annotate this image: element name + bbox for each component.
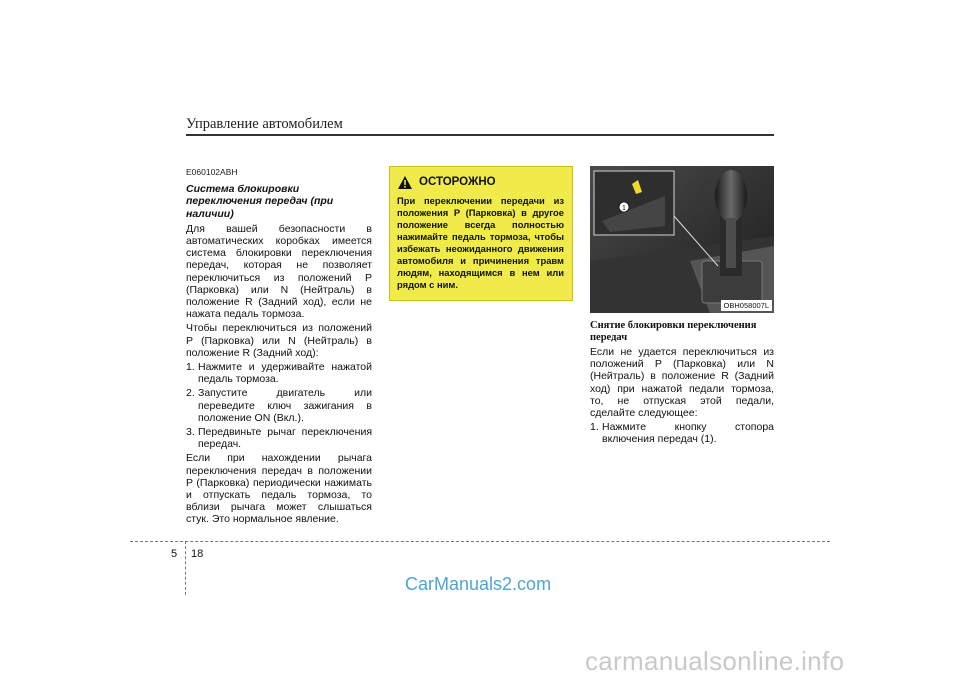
left-column (186, 166, 372, 528)
section-heading: Система блокировки переключения передач (при наличии) (186, 183, 334, 220)
footer-dashed-line (130, 541, 830, 542)
right-paragraph: Если не удается переключиться из положений P (Парковка) или N (Нейтраль) в положение R (Задний ход) при нажатой педали тормоза, то, не отпуская этой педали, сделайте следующее: (590, 346, 774, 420)
list-item: 2. Запустите двигатель или переведите ключ зажигания в положение ON (Вкл.). (186, 387, 372, 424)
section-number: 5 (171, 548, 178, 560)
paragraph-2: Чтобы переключиться из положений P (Парковка) или N (Нейтраль) в положение R (Задний ход): (186, 322, 372, 359)
watermark-carmanuals2[interactable]: CarManuals2.com (405, 574, 552, 594)
right-column (590, 320, 774, 448)
warning-title-row (397, 173, 564, 191)
callout-label: 1 (622, 205, 626, 212)
gear-shift-illustration (590, 166, 774, 313)
watermark-carmanualsonline: carmanualsonline.info (585, 646, 845, 676)
header-title: Управление автомобилем (186, 116, 343, 132)
right-steps-list (590, 421, 774, 445)
list-item: 1. Нажмите и удерживайте нажатой педаль тормоза. (186, 361, 372, 386)
warning-triangle-icon (397, 175, 413, 190)
right-heading: Снятие блокировки переключения передач (590, 320, 757, 343)
footer-dashed-divider (185, 541, 186, 595)
warning-title: ОСТОРОЖНО (419, 176, 496, 188)
paragraph-3: Если при нахождении рычага переключения передач в положении P (Парковка) периодически нажимать и отпускать педаль тормоза, то вблизи рычага может слышаться стук. Это нормальное явление. (186, 452, 372, 526)
paragraph-1: Для вашей безопасности в автоматических коробках имеется система блокировки переключения передач, которая не позволяет переключиться из положений P (Парковка) или N (Нейтраль) в положение R (Задний ход), если не нажата педаль тормоза. (186, 222, 372, 321)
page-number: 18 (191, 548, 204, 560)
list-item: 3. Передвиньте рычаг переключения передач. (186, 426, 372, 451)
list-item: 1. Нажмите кнопку стопора включения передач (1). (590, 421, 774, 446)
steps-list (186, 361, 372, 450)
warning-box (389, 166, 573, 301)
section-code: E060102ABH (186, 167, 238, 177)
gear-shift-photo (590, 166, 774, 313)
warning-text: При переключении передачи из положения P (Парковка) в другое положение всегда полностью нажимайте педаль тормоза, чтобы избежать неожиданного движения автомобиля и причинения травм людям, находящимся в нем или рядом с ним. (397, 195, 564, 290)
photo-caption: OBH058007L (721, 300, 772, 311)
header-rule (186, 134, 774, 136)
